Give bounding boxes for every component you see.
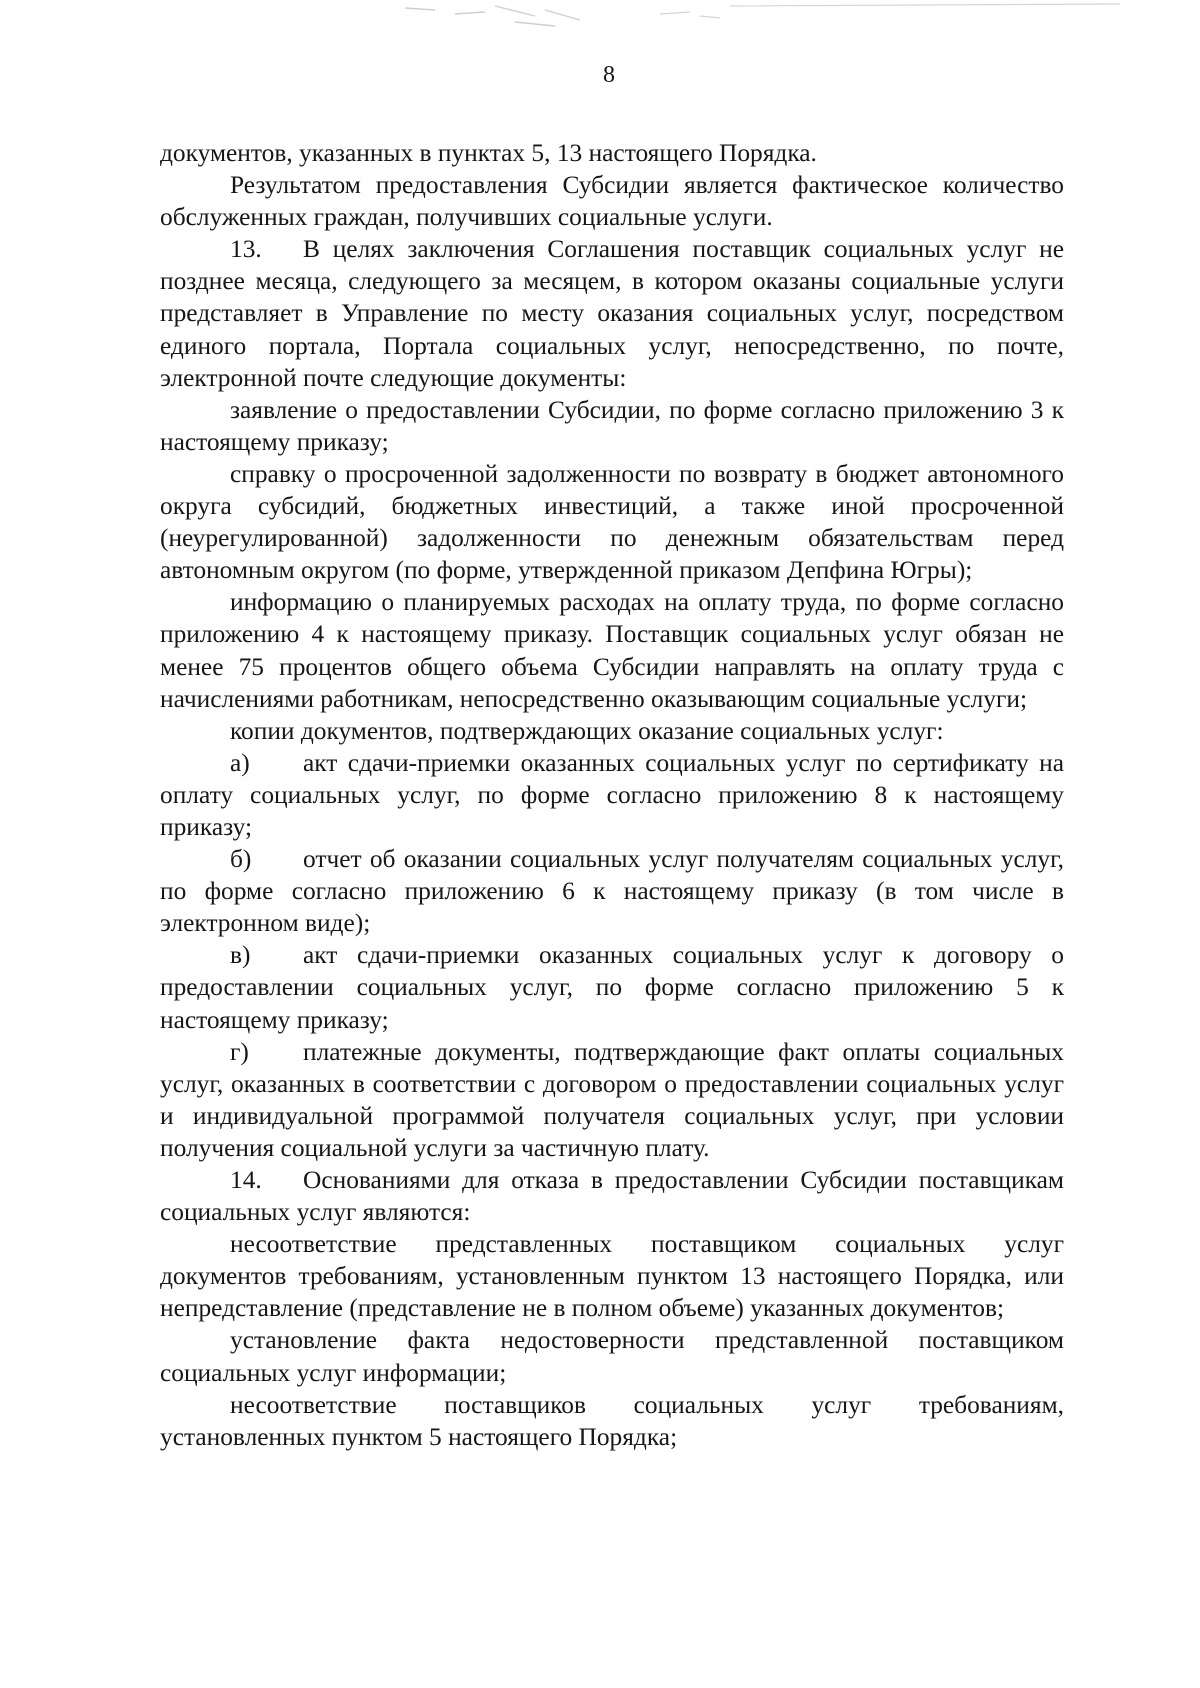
point-letter: б) [230, 845, 252, 874]
numbered-point-14 [160, 1164, 1064, 1228]
point-letter: в) [230, 941, 251, 970]
list-item: информацию о планируемых расходах на оплату труда, по форме согласно приложению 4 к настоящему приказу. Поставщик социальных услуг обязан не менее 75 процентов общего объема Субсидии направлять на оплату труда с начислениями работникам, непосредственно оказывающим социальные услуги; [160, 588, 1064, 713]
paragraph-continuation: документов, указанных в пунктах 5, 13 настоящего Порядка. [160, 139, 817, 167]
list-item: копии документов, подтверждающих оказание социальных услуг: [230, 716, 944, 745]
sub-point-v [160, 939, 1064, 1035]
point-letter: г) [230, 1037, 249, 1066]
document-body [160, 137, 1064, 1453]
sub-point-g [160, 1036, 1064, 1164]
point-text: Основаниями для отказа в предоставлении Субсидии поставщикам социальных услуг являются: [160, 1166, 1064, 1227]
paragraph: Результатом предоставления Субсидии является фактическое количество обслуженных граждан, получивших социальные услуги. [160, 171, 1064, 232]
point-text: отчет об оказании социальных услуг получателям социальных услуг, по форме согласно приложению 6 к настоящему приказу (в том числе в электронном виде); [160, 845, 1064, 938]
point-text: платежные документы, подтверждающие факт оплаты социальных услуг, оказанных в соответствии с договором о предоставлении социальных услуг и индивидуальной программой получателя социальных услуг, при условии получения социальной услуги за частичную плату. [160, 1037, 1064, 1162]
point-text: акт сдачи-приемки оказанных социальных услуг по сертификату на оплату социальных услуг, по форме согласно приложению 8 к настоящему приказу; [160, 748, 1064, 841]
scan-artifact-right [660, 0, 1120, 30]
point-text: В целях заключения Соглашения поставщик социальных услуг не позднее месяца, следующего за месяцем, в котором оказаны социальные услуги представляет в Управление по месту оказания социальных услуг, посредством единого портала, Портала социальных услуг, непосредственно, по почте, электронной почте следующие документы: [160, 235, 1064, 392]
list-item: справку о просроченной задолженности по возврату в бюджет автономного округа субсидий, бюджетных инвестиций, а также иной просроченной (неурегулированной) задолженности по денежным обязательствам перед автономным округом (по форме, утвержденной приказом Депфина Югры); [160, 459, 1064, 585]
point-letter: а) [230, 748, 250, 777]
list-item: заявление о предоставлении Субсидии, по форме согласно приложению 3 к настоящему приказу; [160, 395, 1064, 456]
point-number: 14. [230, 1166, 262, 1194]
list-item: установление факта недостоверности представленной поставщиком социальных услуг информации; [160, 1326, 1064, 1387]
page-number: 8 [603, 62, 615, 88]
sub-point-a [160, 747, 1064, 843]
list-item: несоответствие поставщиков социальных услуг требованиям, установленных пунктом 5 настоящего Порядка; [160, 1390, 1064, 1451]
sub-point-b [160, 843, 1064, 939]
numbered-point-13 [160, 233, 1064, 393]
point-number: 13. [230, 235, 262, 264]
point-text: акт сдачи-приемки оказанных социальных услуг к договору о предоставлении социальных услуг, по форме согласно приложению 5 к настоящему приказу; [160, 941, 1064, 1034]
list-item: несоответствие представленных поставщиком социальных услуг документов требованиям, установленным пунктом 13 настоящего Порядка, или непредставление (представление не в полном объеме) указанных документов; [160, 1230, 1064, 1323]
scan-artifact-left [395, 0, 595, 30]
